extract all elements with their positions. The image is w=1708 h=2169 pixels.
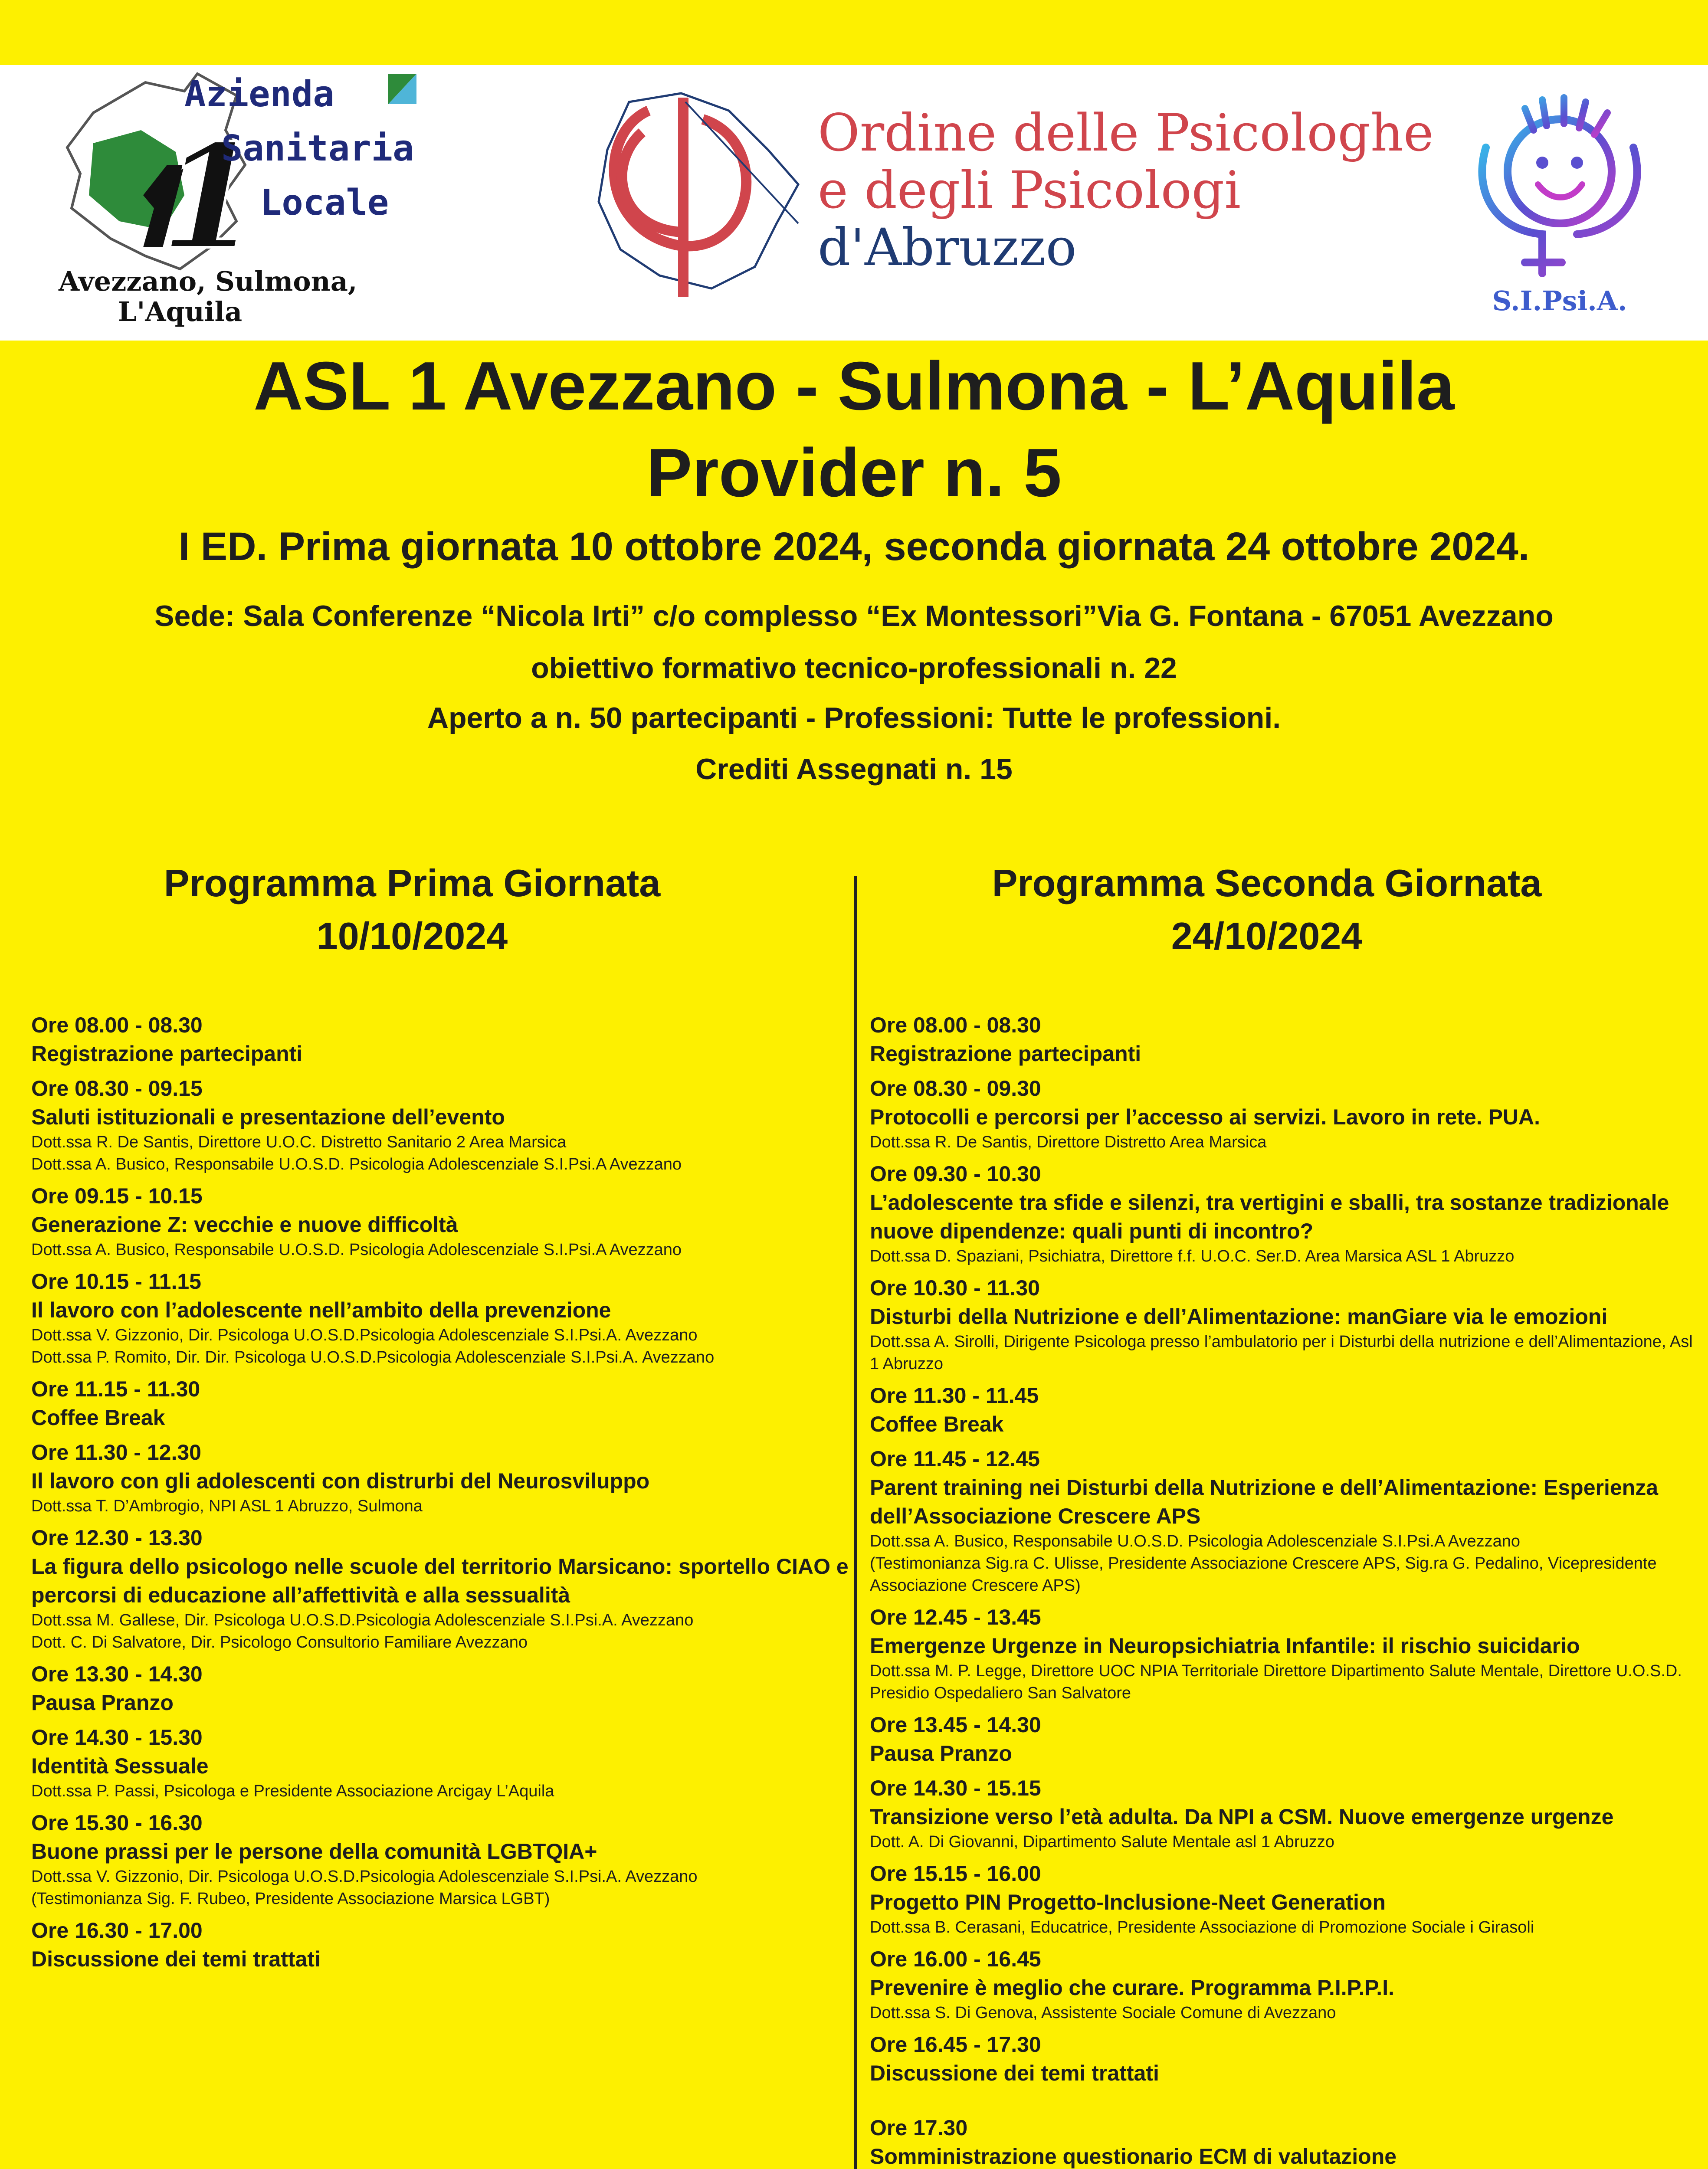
session-speaker: Dott.ssa T. D’Ambrogio, NPI ASL 1 Abruzzo, Sulmona xyxy=(31,1497,423,1515)
session-speaker: Dott. A. Di Giovanni, Dipartimento Salute Mentale asl 1 Abruzzo xyxy=(870,1833,1334,1851)
program-session xyxy=(870,1710,1703,1768)
session-time: Ore 10.15 - 11.15 xyxy=(31,1269,201,1294)
session-title: Buone prassi per le persone della comunità LGBTQIA+ xyxy=(31,1839,597,1864)
session-time: Ore 12.30 - 13.30 xyxy=(31,1526,203,1550)
session-title: Il lavoro con gli adolescenti con distrurbi del Neurosviluppo xyxy=(31,1469,650,1493)
day2-heading-block xyxy=(855,857,1679,963)
session-title: Progetto PIN Progetto-Inclusione-Neet Generation xyxy=(870,1890,1386,1914)
program-session xyxy=(31,1011,851,1068)
session-title: Transizione verso l’età adulta. Da NPI a CSM. Nuove emergenze urgenze xyxy=(870,1805,1614,1829)
day1-date: 10/10/2024 xyxy=(316,914,508,957)
session-title: Somministrazione questionario ECM di valutazione xyxy=(870,2144,1397,2169)
session-time: Ore 12.45 - 13.45 xyxy=(870,1605,1041,1629)
venue-info: Sede: Sala Conferenze “Nicola Irti” c/o complesso “Ex Montessori”Via G. Fontana - 67051 Avezzano xyxy=(154,600,1554,632)
program-session xyxy=(31,1723,851,1802)
session-speaker: Dott.ssa R. De Santis, Direttore U.O.C. Distretto Sanitario 2 Area Marsica xyxy=(31,1133,567,1151)
session-time: Ore 17.30 xyxy=(870,2116,968,2140)
session-time: Ore 09.30 - 10.30 xyxy=(870,1162,1041,1186)
ordine-line-2: e degli Psicologi xyxy=(818,160,1241,220)
svg-text:Azienda: Azienda xyxy=(184,74,334,115)
program-session xyxy=(870,2113,1703,2169)
edition-dates: I ED. Prima giornata 10 ottobre 2024, seconda giornata 24 ottobre 2024. xyxy=(178,524,1530,569)
session-title: Registrazione partecipanti xyxy=(31,1042,303,1066)
svg-text:S.I.Psi.A.: S.I.Psi.A. xyxy=(1492,285,1627,317)
session-time: Ore 09.15 - 10.15 xyxy=(31,1184,203,1208)
column-divider xyxy=(854,876,857,2169)
program-session xyxy=(870,1074,1703,1153)
page-title: ASL 1 Avezzano - Sulmona - L’Aquila xyxy=(253,348,1455,424)
program-session xyxy=(870,1445,1703,1597)
session-title: Coffee Break xyxy=(870,1412,1004,1436)
session-title: Coffee Break xyxy=(31,1406,165,1430)
program-session xyxy=(870,1774,1703,1853)
program-session xyxy=(870,2030,1703,2087)
ordine-logo-text xyxy=(818,104,1447,276)
svg-text:Avezzano, Sulmona,: Avezzano, Sulmona, xyxy=(59,265,357,297)
session-speaker: Dott.ssa D. Spaziani, Psichiatra, Direttore f.f. U.O.C. Ser.D. Area Marsica ASL 1 Abruzzo xyxy=(870,1247,1515,1265)
session-speaker: Dott.ssa M. Gallese, Dir. Psicologa U.O.S.D.Psicologia Adolescenziale S.I.Psi.A. Avezzano xyxy=(31,1611,694,1629)
participants-info: Aperto a n. 50 partecipanti - Professioni: Tutte le professioni. xyxy=(427,701,1281,734)
session-time: Ore 15.30 - 16.30 xyxy=(31,1811,203,1835)
asl-logo xyxy=(54,65,423,334)
objective-info: obiettivo formativo tecnico-professionali n. 22 xyxy=(531,652,1177,685)
svg-text:1: 1 xyxy=(161,113,260,281)
session-speaker: Dott.ssa R. De Santis, Direttore Distretto Area Marsica xyxy=(870,1133,1267,1151)
program-session xyxy=(31,1267,851,1369)
svg-text:L'Aquila: L'Aquila xyxy=(118,296,243,328)
session-speaker: Dott.ssa P. Romito, Dir. Dir. Psicologa U.O.S.D.Psicologia Adolescenziale S.I.Psi.A. Avezzano xyxy=(31,1348,715,1366)
session-time: Ore 08.30 - 09.30 xyxy=(870,1076,1041,1101)
day1-program xyxy=(31,1011,851,1979)
session-speaker: Dott.ssa A. Busico, Responsabile U.O.S.D. Psicologia Adolescenziale S.I.Psi.A Avezzano xyxy=(31,1241,682,1259)
session-time: Ore 11.45 - 12.45 xyxy=(870,1447,1040,1471)
svg-text:Sanitaria: Sanitaria xyxy=(221,128,414,169)
ordine-logo-mark xyxy=(573,85,807,301)
session-speaker: Dott.ssa V. Gizzonio, Dir. Psicologa U.O.S.D.Psicologia Adolescenziale S.I.Psi.A. Avezzano xyxy=(31,1868,698,1886)
program-session xyxy=(31,1916,851,1973)
session-time: Ore 14.30 - 15.30 xyxy=(31,1725,203,1750)
provider-number: Provider n. 5 xyxy=(646,435,1062,511)
session-time: Ore 08.00 - 08.30 xyxy=(31,1013,203,1037)
session-title: Disturbi della Nutrizione e dell’Alimentazione: manGiare via le emozioni xyxy=(870,1304,1608,1329)
session-speaker: Dott.ssa S. Di Genova, Assistente Sociale Comune di Avezzano xyxy=(870,2004,1336,2022)
program-session xyxy=(870,1274,1703,1375)
session-time: Ore 16.30 - 17.00 xyxy=(31,1918,203,1943)
session-speaker: (Testimonianza Sig.ra C. Ulisse, Presidente Associazione Crescere APS, Sig.ra G. Pedalino, Vicepresidente Associazione Crescere APS) xyxy=(870,1554,1657,1595)
program-session xyxy=(31,1809,851,1910)
session-time: Ore 11.30 - 12.30 xyxy=(31,1440,201,1465)
program-session xyxy=(31,1074,851,1176)
asl-region-map-icon xyxy=(54,65,423,334)
session-speaker: Dott.ssa A. Busico, Responsabile U.O.S.D. Psicologia Adolescenziale S.I.Psi.A Avezzano xyxy=(870,1532,1520,1550)
session-speaker: Dott.ssa A. Sirolli, Dirigente Psicologa presso l’ambulatorio per i Disturbi della nutrizione e dell’Alimentazione, Asl 1 Abruzzo xyxy=(870,1333,1693,1373)
session-title: Pausa Pranzo xyxy=(31,1691,174,1715)
session-title: Discussione dei temi trattati xyxy=(31,1947,321,1971)
ordine-line-1: Ordine delle Psicologhe xyxy=(818,103,1434,163)
session-title: Pausa Pranzo xyxy=(870,1741,1012,1766)
session-title: Emergenze Urgenze in Neuropsichiatria Infantile: il rischio suicidario xyxy=(870,1634,1580,1658)
session-time: Ore 16.45 - 17.30 xyxy=(870,2032,1041,2057)
session-title: Il lavoro con l’adolescente nell’ambito della prevenzione xyxy=(31,1298,611,1322)
session-time: Ore 13.45 - 14.30 xyxy=(870,1713,1041,1737)
program-session xyxy=(870,1160,1703,1268)
day2-heading: Programma Seconda Giornata xyxy=(992,862,1542,904)
ordine-line-3: d'Abruzzo xyxy=(818,217,1077,277)
session-time: Ore 16.00 - 16.45 xyxy=(870,1947,1041,1971)
session-title: L’adolescente tra sfide e silenzi, tra vertigini e sballi, tra sostanze tradizionale nuove dipendenze: quali punti di incontro? xyxy=(870,1190,1669,1243)
session-title: Saluti istituzionali e presentazione dell’evento xyxy=(31,1105,505,1129)
session-title: Discussione dei temi trattati xyxy=(870,2061,1159,2085)
session-title: Parent training nei Disturbi della Nutrizione e dell’Alimentazione: Esperienza dell’Associazione Crescere APS xyxy=(870,1475,1659,1528)
smiling-face-icon xyxy=(1469,91,1651,325)
svg-text:Locale: Locale xyxy=(260,182,389,223)
day2-date: 24/10/2024 xyxy=(1171,914,1363,957)
session-time: Ore 10.30 - 11.30 xyxy=(870,1276,1040,1300)
session-time: Ore 08.30 - 09.15 xyxy=(31,1076,203,1101)
credits-info: Crediti Assegnati n. 15 xyxy=(695,753,1013,786)
session-speaker: Dott.ssa B. Cerasani, Educatrice, Presidente Associazione di Promozione Sociale i Girasoli xyxy=(870,1918,1534,1936)
program-session xyxy=(870,1011,1703,1068)
session-time: Ore 11.15 - 11.30 xyxy=(31,1377,200,1401)
program-session xyxy=(31,1524,851,1654)
session-title: Prevenire è meglio che curare. Programma P.I.P.P.I. xyxy=(870,1976,1394,2000)
session-speaker: Dott.ssa V. Gizzonio, Dir. Psicologa U.O.S.D.Psicologia Adolescenziale S.I.Psi.A. Avezzano xyxy=(31,1326,698,1344)
session-title: Protocolli e percorsi per l’accesso ai servizi. Lavoro in rete. PUA. xyxy=(870,1105,1541,1129)
program-session xyxy=(31,1660,851,1717)
session-title: Registrazione partecipanti xyxy=(870,1042,1141,1066)
program-session xyxy=(870,1945,1703,2024)
program-session xyxy=(31,1375,851,1432)
session-title: Identità Sessuale xyxy=(31,1754,209,1778)
program-session xyxy=(870,1859,1703,1939)
session-time: Ore 11.30 - 11.45 xyxy=(870,1383,1039,1408)
session-speaker: (Testimonianza Sig. F. Rubeo, Presidente Associazione Marsica LGBT) xyxy=(31,1890,550,1908)
psi-region-icon xyxy=(573,85,807,301)
program-session xyxy=(870,1603,1703,1704)
session-speaker: Dott.ssa A. Busico, Responsabile U.O.S.D. Psicologia Adolescenziale S.I.Psi.A Avezzano xyxy=(31,1155,682,1173)
day2-program xyxy=(870,1011,1703,2169)
session-time: Ore 13.30 - 14.30 xyxy=(31,1662,203,1686)
session-time: Ore 14.30 - 15.15 xyxy=(870,1776,1041,1800)
session-speaker: Dott.ssa P. Passi, Psicologa e Presidente Associazione Arcigay L’Aquila xyxy=(31,1782,554,1800)
program-session xyxy=(31,1182,851,1261)
session-time: Ore 08.00 - 08.30 xyxy=(870,1013,1041,1037)
session-title: Generazione Z: vecchie e nuove difficoltà xyxy=(31,1212,458,1237)
program-session xyxy=(31,1438,851,1517)
session-speaker: Dott. C. Di Salvatore, Dir. Psicologo Consultorio Familiare Avezzano xyxy=(31,1633,528,1651)
session-title: La figura dello psicologo nelle scuole del territorio Marsicano: sportello CIAO e percorsi di educazione all’affettività e alla sessualità xyxy=(31,1554,849,1607)
session-time: Ore 15.15 - 16.00 xyxy=(870,1861,1041,1886)
day1-heading-block xyxy=(0,857,824,963)
sipsia-logo xyxy=(1469,91,1651,325)
program-session xyxy=(870,1381,1703,1438)
session-speaker: Dott.ssa M. P. Legge, Direttore UOC NPIA Territoriale Direttore Dipartimento Salute Mentale, Direttore U.O.S.D. Presidio Ospedaliero San Salvatore xyxy=(870,1662,1682,1702)
day1-heading: Programma Prima Giornata xyxy=(164,862,661,904)
